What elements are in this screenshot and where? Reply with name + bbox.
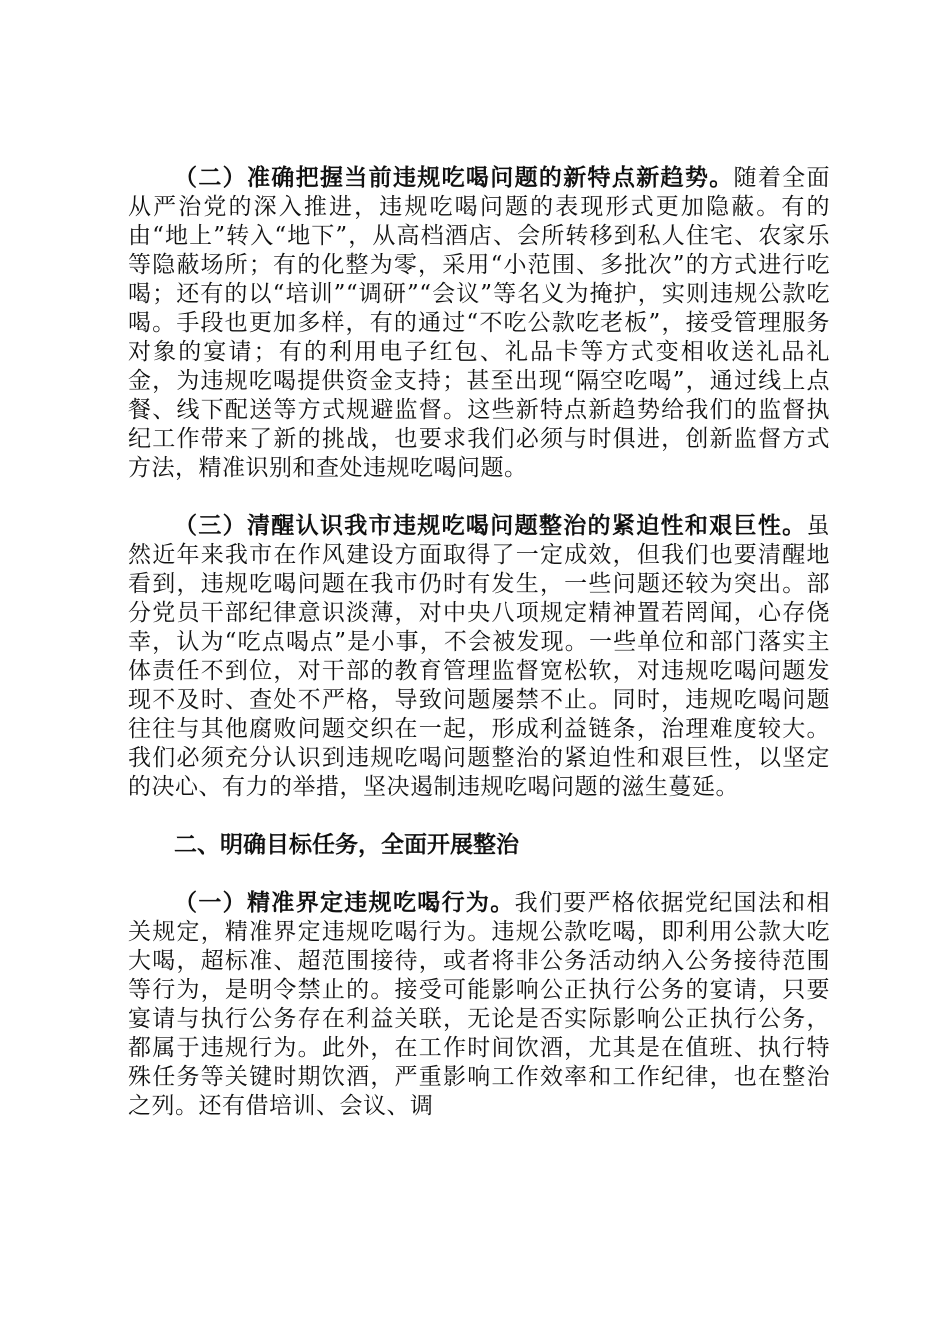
paragraph-body: 随着全面从严治党的深入推进，违规吃喝问题的表现形式更加隐蔽。有的由“地上”转入“地下”，从高档酒店、会所转移到私人住宅、农家乐等隐蔽场所；有的化整为零，采用“小范围、多批次”的方式进行吃喝；还有的以“培训”“调研”“会议”等名义为掩护，实则违规公款吃喝。手段也更加多样，有的通过“不吃公款吃老板”，接受管理服务对象的宴请；有的利用电子红包、礼品卡等方式变相收送礼品礼金，为违规吃喝提供资金支持；甚至出现“隔空吃喝”，通过线上点餐、线下配送等方式规避监督。这些新特点新趋势给我们的监督执纪工作带来了新的挑战，也要求我们必须与时俱进，创新监督方式方法，精准识别和查处违规吃喝问题。 <box>128 165 831 481</box>
section-heading: 二、明确目标任务，全面开展整治 <box>174 832 519 858</box>
paragraph-urgency <box>128 512 830 802</box>
document-page <box>128 164 830 1150</box>
paragraph-lead: （二）准确把握当前违规吃喝问题的新特点新趋势。 <box>174 165 734 191</box>
paragraph-body: 我们要严格依据党纪国法和相关规定，精准界定违规吃喝行为。违规公款吃喝，即利用公款大吃大喝，超标准、超范围接待，或者将非公务活动纳入公务接待范围等行为，是明令禁止的。接受可能影响公正执行公务的宴请，只要宴请与执行公务存在利益关联，无论是否实际影响公正执行公务，都属于违规行为。此外，在工作时间饮酒，尤其是在值班、执行特殊任务等关键时期饮酒，严重影响工作效率和工作纪律，也在整治之列。还有借培训、会议、调 <box>128 890 831 1119</box>
paragraph-lead: （三）清醒认识我市违规吃喝问题整治的紧迫性和艰巨性。 <box>174 513 807 539</box>
paragraph-new-trends <box>128 164 830 483</box>
paragraph-body: 虽然近年来我市在作风建设方面取得了一定成效，但我们也要清醒地看到，违规吃喝问题在我市仍时有发生，一些问题还较为突出。部分党员干部纪律意识淡薄，对中央八项规定精神置若罔闻，心存侥幸，认为“吃点喝点”是小事，不会被发现。一些单位和部门落实主体责任不到位，对干部的教育管理监督宽松软，对违规吃喝问题发现不及时、查处不严格，导致问题屡禁不止。同时，违规吃喝问题往往与其他腐败问题交织在一起，形成利益链条，治理难度较大。我们必须充分认识到违规吃喝问题整治的紧迫性和艰巨性，以坚定的决心、有力的举措，坚决遏制违规吃喝问题的滋生蔓延。 <box>128 513 830 800</box>
paragraph-lead: （一）精准界定违规吃喝行为。 <box>174 890 515 916</box>
paragraph-define-violations <box>128 889 830 1121</box>
